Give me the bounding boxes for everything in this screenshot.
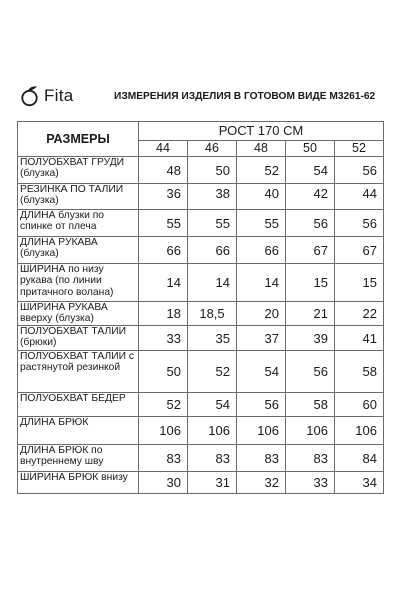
measurement-value: 39 [286,326,335,351]
height-header: РОСТ 170 СМ [139,122,384,141]
table-row [18,302,384,326]
measurement-value: 67 [286,237,335,264]
measurement-value: 83 [286,445,335,472]
table-row [18,417,384,445]
measurement-value: 36 [139,184,188,210]
size-chart-table [17,121,384,494]
measurement-value: 106 [139,417,188,445]
sizes-header: РАЗМЕРЫ [18,122,139,157]
brand-logo [20,84,74,108]
table-row [18,326,384,351]
measurement-value: 42 [286,184,335,210]
measurement-value: 41 [335,326,384,351]
measurement-value: 15 [286,264,335,302]
measurement-value: 60 [335,393,384,417]
measurement-value: 50 [188,157,237,184]
measurement-value: 54 [188,393,237,417]
measurement-value: 40 [237,184,286,210]
table-row [18,445,384,472]
measurement-label: ПОЛУОБХВАТ ТАЛИИ (брюки) [18,326,139,351]
fita-leaf-logo-icon [20,85,40,107]
measurement-value: 54 [286,157,335,184]
measurement-value: 18,5 [188,302,237,326]
measurement-value: 37 [237,326,286,351]
measurement-value: 83 [237,445,286,472]
measurement-value: 83 [188,445,237,472]
measurement-value: 20 [237,302,286,326]
document-title: ИЗМЕРЕНИЯ ИЗДЕЛИЯ В ГОТОВОМ ВИДЕ М3261-62 [114,91,376,102]
measurement-value: 15 [335,264,384,302]
measurement-value: 66 [139,237,188,264]
measurement-label: РЕЗИНКА ПО ТАЛИИ (блузка) [18,184,139,210]
measurement-label: ПОЛУОБХВАТ ГРУДИ (блузка) [18,157,139,184]
size-header-cell: 52 [335,140,384,156]
measurement-value: 56 [286,351,335,393]
measurement-value: 14 [188,264,237,302]
table-row [18,351,384,393]
measurement-value: 21 [286,302,335,326]
measurement-value: 58 [335,351,384,393]
measurement-value: 106 [335,417,384,445]
size-header-cell: 46 [188,140,237,156]
table-row [18,237,384,264]
measurement-value: 55 [139,210,188,237]
measurement-value: 44 [335,184,384,210]
document-header [20,84,390,108]
table-header-row [18,122,384,141]
measurement-value: 34 [335,472,384,494]
measurement-value: 67 [335,237,384,264]
measurement-label: ПОЛУОБХВАТ ТАЛИИ с растянутой резинкой [18,351,139,393]
table-body [18,157,384,494]
measurement-value: 54 [237,351,286,393]
measurement-value: 56 [286,210,335,237]
table-row [18,210,384,237]
measurement-value: 38 [188,184,237,210]
measurement-value: 14 [139,264,188,302]
measurement-label: ДЛИНА БРЮК [18,417,139,445]
measurement-value: 56 [335,157,384,184]
measurement-label: ПОЛУОБХВАТ БЕДЕР [18,393,139,417]
measurement-value: 66 [237,237,286,264]
measurement-label: ШИРИНА БРЮК внизу [18,472,139,494]
measurement-value: 33 [286,472,335,494]
measurement-label: ДЛИНА БРЮК по внутреннему шву [18,445,139,472]
measurement-value: 52 [139,393,188,417]
measurement-value: 48 [139,157,188,184]
measurement-value: 58 [286,393,335,417]
measurement-value: 52 [188,351,237,393]
table-row [18,264,384,302]
measurement-value: 35 [188,326,237,351]
measurement-value: 30 [139,472,188,494]
measurement-value: 106 [188,417,237,445]
measurement-value: 56 [335,210,384,237]
size-header-cell: 44 [139,140,188,156]
measurement-value: 56 [237,393,286,417]
brand-name: Fita [44,86,74,105]
measurement-label: ДЛИНА РУКАВА (блузка) [18,237,139,264]
measurement-value: 106 [286,417,335,445]
table-row [18,393,384,417]
measurement-value: 22 [335,302,384,326]
table-row [18,184,384,210]
measurement-value: 50 [139,351,188,393]
measurement-value: 55 [188,210,237,237]
measurement-value: 66 [188,237,237,264]
measurement-label: ШИРИНА РУКАВА вверху (блузка) [18,302,139,326]
measurement-label: ДЛИНА блузки по спинке от плеча [18,210,139,237]
measurement-value: 18 [139,302,188,326]
size-header-cell: 50 [286,140,335,156]
measurement-value: 52 [237,157,286,184]
measurement-value: 31 [188,472,237,494]
measurement-value: 84 [335,445,384,472]
table-row [18,472,384,494]
measurement-value: 83 [139,445,188,472]
size-header-cell: 48 [237,140,286,156]
measurement-value: 32 [237,472,286,494]
measurement-value: 14 [237,264,286,302]
measurement-label: ШИРИНА по низу рукава (по линии притачного волана) [18,264,139,302]
measurement-value: 55 [237,210,286,237]
measurement-value: 33 [139,326,188,351]
table-row [18,157,384,184]
measurement-value: 106 [237,417,286,445]
